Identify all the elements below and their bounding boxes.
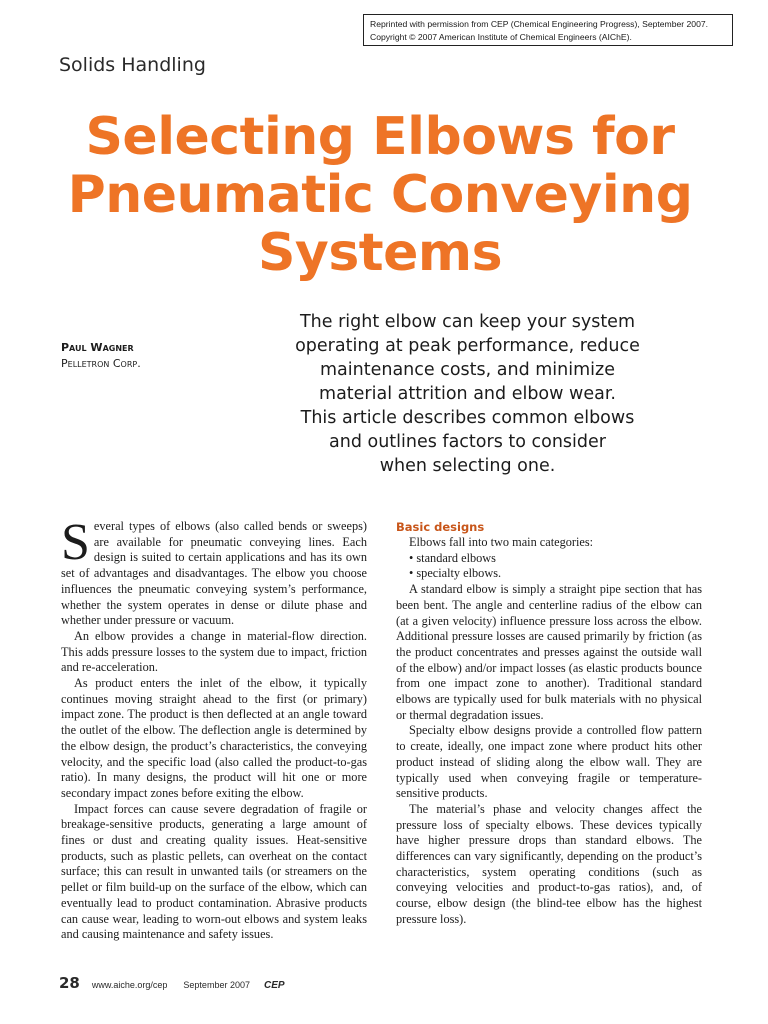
reprint-notice: [363, 14, 733, 46]
bullet-list: [396, 551, 702, 582]
author-name: Paul Wagner: [61, 341, 134, 354]
body-paragraph: A standard elbow is simply a straight pipe section that has been bent. The angle and centerline radius of the elbow can (at a given velocity) influence pressure loss across the elbow. Additional pressure losses are caused primarily by friction (as the product concentrates and presses against the outside wall of the elbow) and/or impact losses (as elastic products bounce from one impact zone to another). Traditional standard elbows are typically used for bulk materials with no physical or thermal degradation issues.: [396, 582, 702, 722]
body-paragraph: Impact forces can cause severe degradation of fragile or breakage-sensitive products, generating a large amount of fines or dust and creating quality issues. Heat-sensitive products, such as plastic pellets, can overheat on the contact surface; this can result in unwanted tails (or streamers on the pellet or film build-up on the surface of the elbow, which can eventually lead to product contamination. Abrasive products can cause wear, leading to worn-out elbows and system leaks and causing maintenance and safety issues.: [61, 801, 367, 942]
body-paragraph: As product enters the inlet of the elbow, it typically continues moving straight ahead to the first (or primary) impact zone. The product is then deflected at an angle toward the outlet of the elbow. The deflection angle is determined by the elbow design, the product’s characteristics, the conveying velocity, and the specific load (also called the product-to-gas ratio). In many designs, the product will hit one or more secondary impact zones before exiting the elbow.: [61, 676, 367, 800]
title-line-2: Pneumatic Conveying: [67, 165, 693, 225]
deck-line: maintenance costs, and minimize: [320, 360, 615, 380]
article-deck: [270, 310, 665, 478]
author-affiliation: Pelletron Corp.: [61, 357, 141, 370]
body-paragraph: An elbow provides a change in material-flow direction. This adds pressure losses to the system due to impact, friction and re-acceleration.: [61, 628, 367, 675]
page-footer: [59, 974, 285, 992]
deck-line: The right elbow can keep your system: [299, 312, 635, 332]
article-title: [60, 108, 700, 282]
section-label: Solids Handling: [59, 54, 206, 76]
paragraph-text: everal types of elbows (also called bends or sweeps) are available for pneumatic conveying lines. Each design is suited to certain applications and has its own set of advantages and disadvantages. The elbow you choose influences the pneumatic conveying system’s performance, whether the system operates in dense or dilute phase and whether under pressure or vacuum.: [61, 519, 367, 628]
deck-line: and outlines factors to consider: [329, 432, 606, 452]
footer-date: September 2007: [183, 980, 250, 990]
title-line-1: Selecting Elbows for: [85, 107, 675, 167]
deck-line: material attrition and elbow wear.: [319, 384, 616, 404]
deck-line: when selecting one.: [379, 456, 556, 476]
reprint-line-1: Reprinted with permission from CEP (Chemical Engineering Progress), September 2007.: [370, 19, 709, 29]
drop-cap: S: [61, 514, 90, 571]
body-paragraph: [61, 514, 367, 629]
left-column: [61, 514, 367, 943]
deck-line: This article describes common elbows: [300, 408, 635, 428]
footer-url: www.aiche.org/cep: [91, 980, 168, 990]
page-number: 28: [59, 974, 80, 992]
reprint-line-2: Copyright © 2007 American Institute of Chemical Engineers (AIChE).: [370, 32, 632, 42]
section-subhead: Basic designs: [396, 520, 485, 534]
bullet-item: • specialty elbows.: [409, 566, 502, 581]
author-block: [61, 340, 141, 372]
bullet-item: • standard elbows: [409, 550, 496, 565]
right-column: [396, 519, 702, 928]
body-paragraph: Specialty elbow designs provide a controlled flow pattern to create, ideally, one impact zone where product hits other product instead of sliding along the elbow wall. They are typically used when conveying fragile or temperature-sensitive products.: [396, 723, 702, 801]
deck-line: operating at peak performance, reduce: [295, 336, 640, 356]
body-paragraph: The material’s phase and velocity changes affect the pressure loss of specialty elbows. These devices typically have higher pressure drops than standard elbows. The differences can vary significantly, depending on the product’s characteristics, system operating conditions (such as conveying velocities and product-to-gas ratios), and, of course, elbow design (the blind-tee elbow has the highest pressure loss).: [396, 801, 702, 926]
body-paragraph: Elbows fall into two main categories:: [409, 535, 594, 549]
magazine-logo: CEP: [263, 980, 285, 991]
title-line-3: Systems: [257, 223, 503, 283]
